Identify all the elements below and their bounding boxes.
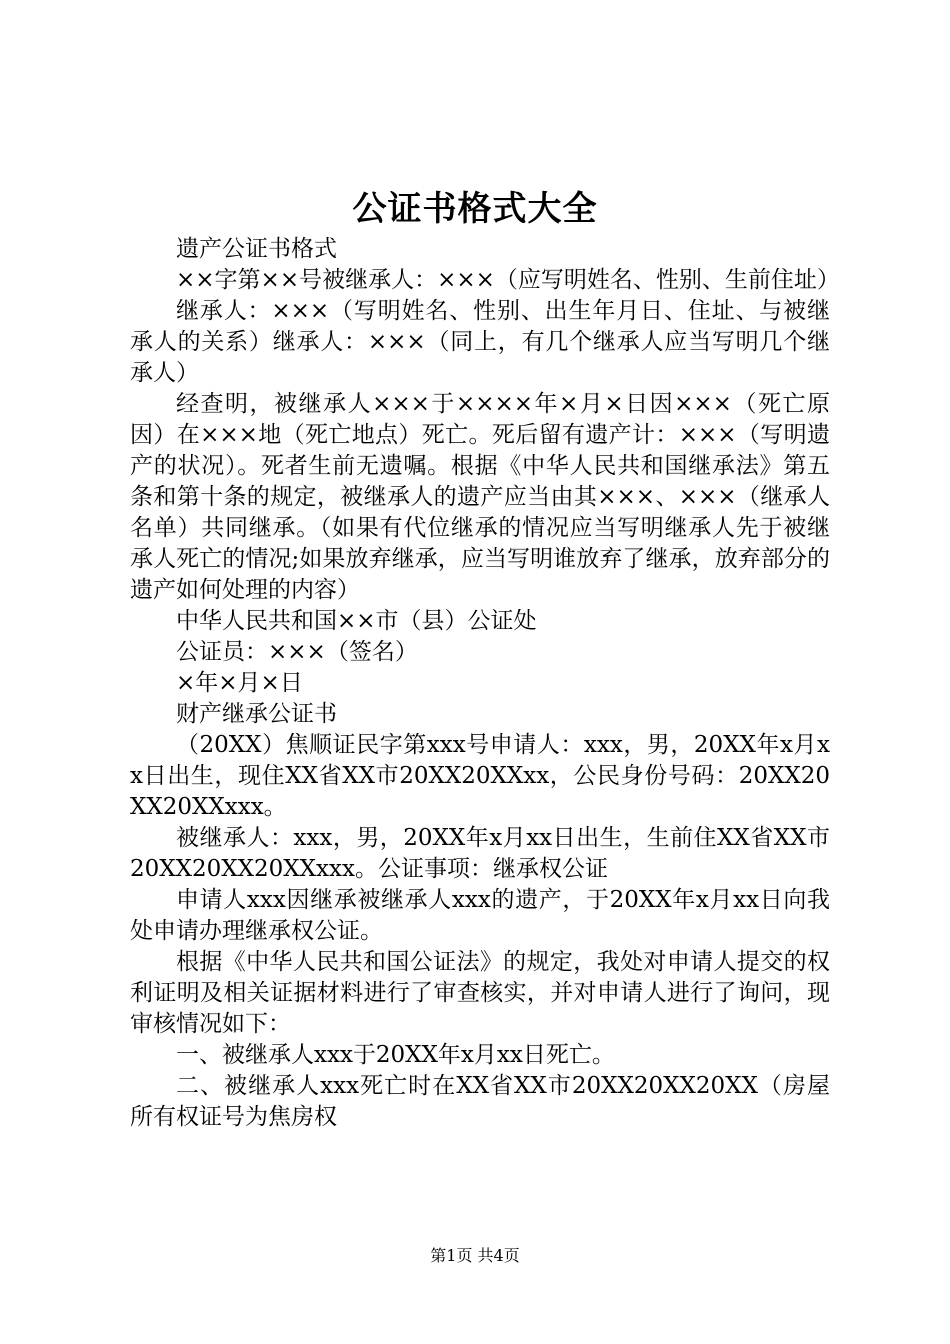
paragraph: 一、被继承人xxx于20XX年x月xx日死亡。 [176,1042,615,1068]
paragraph: 遗产公证书格式 [176,236,337,262]
document-title: 公证书格式大全 [352,189,598,229]
paragraph: 继承人：×××（写明姓名、性别、出生年月日、住址、与被继承人的关系）继承人：×××（同上，有几个继承人应当写明几个继承人） [130,298,830,386]
paragraph: 中华人民共和国××市（县）公证处 [176,608,537,634]
document-body [130,234,840,1133]
paragraph: 被继承人：xxx，男，20XX年x月xx日出生，生前住XX省XX市20XX20XX20XXxxx。公证事项：继承权公证 [130,825,830,882]
paragraph: 公证员：×××（签名） [176,639,418,665]
paragraph: 申请人xxx因继承被继承人xxx的遗产，于20XX年x月xx日向我处申请办理继承权公证。 [130,887,830,944]
paragraph: （20XX）焦顺证民字第xxx号申请人：xxx，男，20XX年x月xx日出生，现住XX省XX市20XX20XXxx，公民身份号码：20XX20XX20XXxxx。 [130,732,830,820]
paragraph: 二、被继承人xxx死亡时在XX省XX市20XX20XX20XX（房屋所有权证号为焦房权 [130,1073,830,1130]
paragraph: 根据《中华人民共和国公证法》的规定，我处对申请人提交的权利证明及相关证据材料进行了审查核实，并对申请人进行了询问，现审核情况如下： [130,949,830,1037]
paragraph: ××字第××号被继承人：×××（应写明姓名、性别、生前住址） [176,267,840,293]
paragraph: ×年×月×日 [176,670,303,696]
paragraph: 经查明，被继承人×××于××××年×月×日因×××（死亡原因）在×××地（死亡地点）死亡。死后留有遗产计：×××（写明遗产的状况）。死者生前无遗嘱。根据《中华人民共和国继承法》第五条和第十条的规定，被继承人的遗产应当由其×××、×××（继承人名单）共同继承。（如果有代位继承的情况应当写明继承人先于被继承人死亡的情况;如果放弃继承，应当写明谁放弃了继承，放弃部分的遗产如何处理的内容） [130,391,830,603]
page-footer: 第1页 共4页 [430,1246,520,1265]
paragraph: 财产继承公证书 [176,701,337,727]
